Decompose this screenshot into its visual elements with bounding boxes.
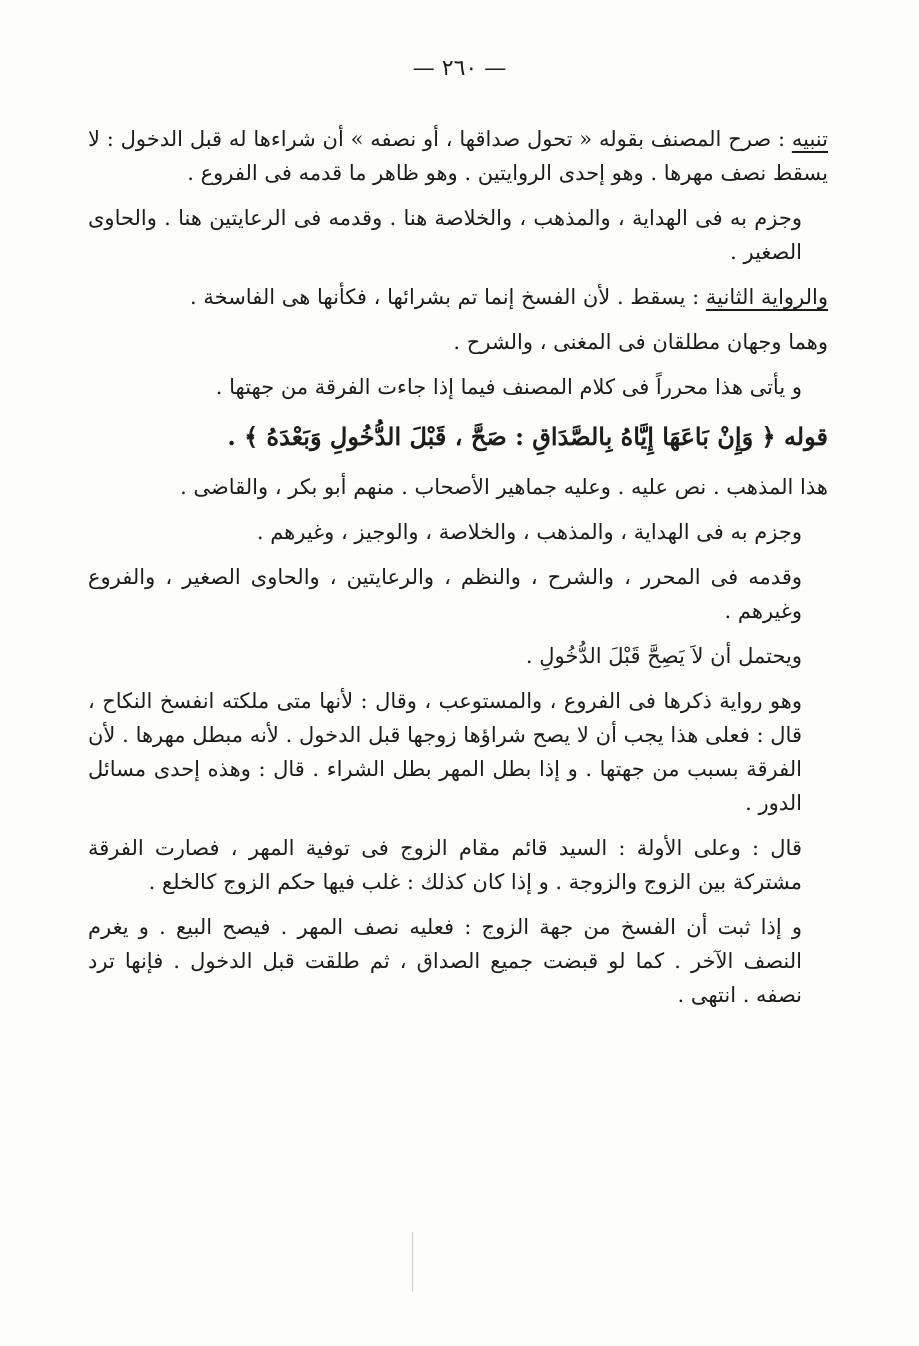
paragraph: وقدمه فى المحرر ، والشرح ، والنظم ، والرعايتين ، والحاوى الصغير ، والفروع وغيرهم . [88,565,802,623]
paragraph-text: : صرح المصنف بقوله « تحول صداقها ، أو نصفه » أن شراءها له قبل الدخول : لا يسقط نصف مهرها . وهو إحدى الروايتين . وهو ظاهر ما قدمه فى الفروع . [88,127,828,185]
paragraph: وجزم به فى الهداية ، والمذهب ، والخلاصة هنا . وقدمه فى الرعايتين هنا . والحاوى الصغير . [88,206,802,264]
paragraph: هذا المذهب . نص عليه . وعليه جماهير الأصحاب . منهم أبو بكر ، والقاضى . [180,475,828,499]
lead-word: والرواية الثانية [705,285,828,309]
paragraph: قال : وعلى الأولة : السيد قائم مقام الزوج فى توفية المهر ، فصارت الفرقة مشتركة بين الزوج والزوجة . و إذا كان كذلك : غلب فيها حكم الزوج كالخلع . [88,836,802,894]
paragraph: و يأتى هذا محرراً فى كلام المصنف فيما إذا جاءت الفرقة من جهتها . [215,375,802,399]
lead-word: تنبيه [791,127,828,151]
paragraph: وهما وجهان مطلقان فى المغنى ، والشرح . [453,330,828,354]
paragraph-text: : يسقط . لأن الفسخ إنما تم بشرائها ، فكأنها هى الفاسخة . [190,285,706,309]
quoted-statement: قوله ﴿ وَإِنْ بَاعَهَا إِيَّاهُ بِالصَّدَاقِ : صَحَّ ، قَبْلَ الدُّخُولِ وَبَعْدَهُ ﴾ . [227,422,828,451]
paragraph-second-narration [88,280,828,314]
paragraph-tanbih [88,122,828,190]
paragraph: وجزم به فى الهداية ، والمذهب ، والخلاصة ، والوجيز ، وغيرهم . [256,520,802,544]
page-body [88,122,828,1023]
center-rule [412,1232,413,1292]
paragraph: وهو رواية ذكرها فى الفروع ، والمستوعب ، وقال : لأنها متى ملكته انفسخ النكاح ، قال : فعلى هذا يجب أن لا يصح شراؤها زوجها قبل الدخول . لأنه مبطل مهرها . لأن الفرقة بسبب من جهتها . و إذا بطل المهر بطل الشراء . قال : وهذه إحدى مسائل الدور . [88,689,802,815]
page-number: — ٢٦٠ — [412,56,507,81]
paragraph: ويحتمل أن لاَ يَصِحَّ قَبْلَ الدُّخُولِ . [525,644,802,668]
paragraph: و إذا ثبت أن الفسخ من جهة الزوج : فعليه نصف المهر . فيصح البيع . و يغرم النصف الآخر . كما لو قبضت جميع الصداق ، ثم طلقت قبل الدخول . فإنها ترد نصفه . انتهى . [88,915,802,1007]
